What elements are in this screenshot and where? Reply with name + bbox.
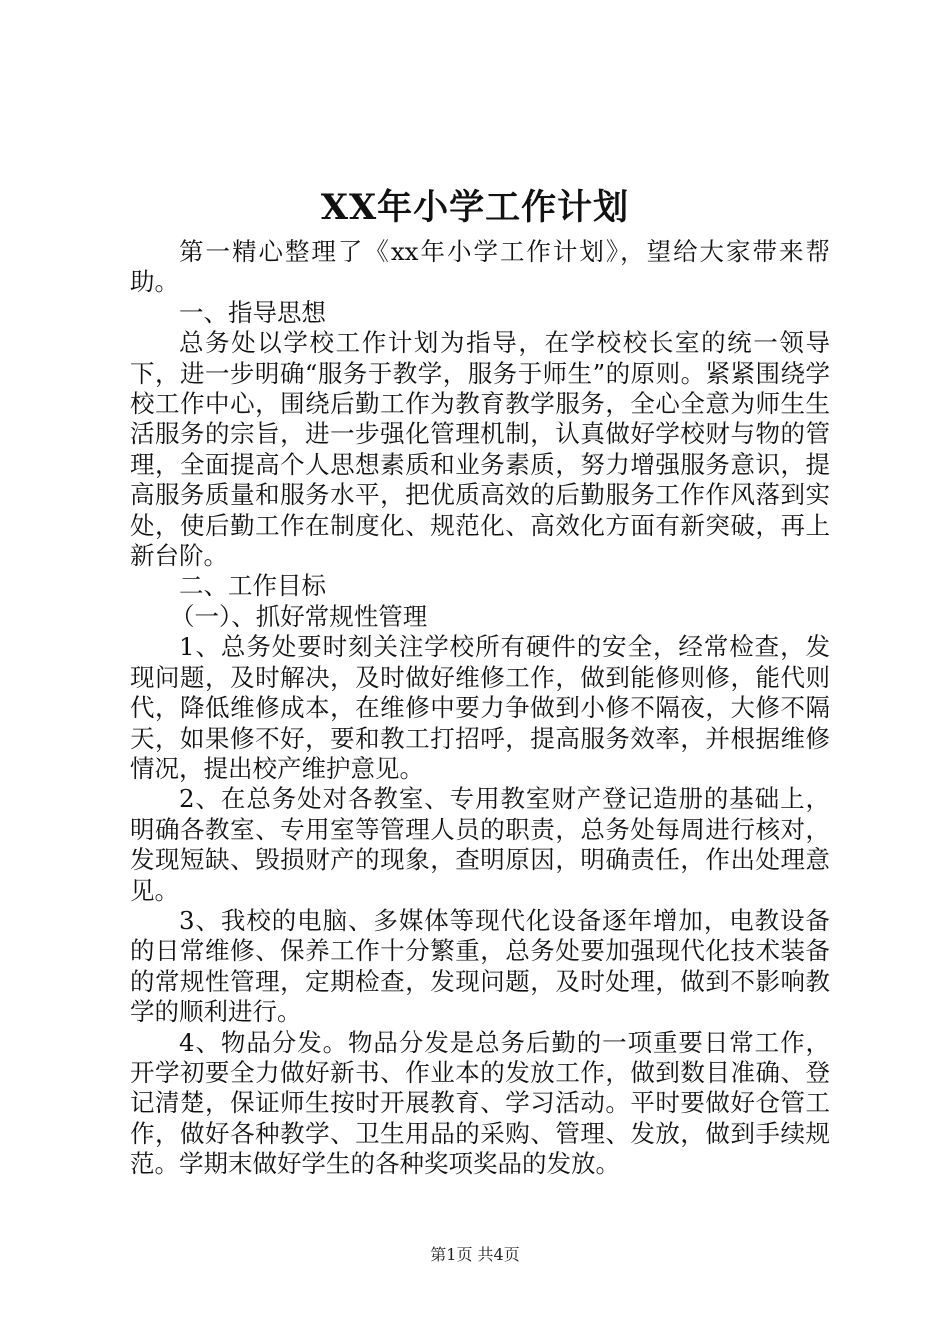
item-paragraph-2: 2、在总务处对各教室、专用教室财产登记造册的基础上，明确各教室、专用室等管理人员的职责，总务处每周进行核对，发现短缺、毁损财产的现象，查明原因，明确责任，作出处理意见。 [130, 784, 830, 905]
section-heading-work-goals: 二、工作目标 [179, 571, 326, 601]
document-body [130, 237, 830, 1180]
document-title: XX年小学工作计划 [320, 187, 630, 228]
item-paragraph-4: 4、物品分发。物品分发是总务后勤的一项重要日常工作，开学初要全力做好新书、作业本的发放工作，做到数目准确、登记清楚，保证师生按时开展教育、学习活动。平时要做好仓管工作，做好各种教学、卫生用品的采购、管理、发放，做到手续规范。学期末做好学生的各种奖项奖品的发放。 [130, 1027, 830, 1179]
item-paragraph-1: 1、总务处要时刻关注学校所有硬件的安全，经常检查，发现问题，及时解决，及时做好维修工作，做到能修则修，能代则代，降低维修成本，在维修中要力争做到小修不隔夜，大修不隔天，如果修不好，要和教工打招呼，提高服务效率，并根据维修情况，提出校产维护意见。 [130, 632, 830, 783]
guiding-ideology-paragraph: 总务处以学校工作计划为指导，在学校校长室的统一领导下，进一步明确“服务于教学，服务于师生”的原则。紧紧围绕学校工作中心，围绕后勤工作为教育教学服务，全心全意为师生生活服务的宗旨，进一步强化管理机制，认真做好学校财与物的管理，全面提高个人思想素质和业务素质，努力增强服务意识，提高服务质量和服务水平，把优质高效的后勤服务工作作风落到实处，使后勤工作在制度化、规范化、高效化方面有新突破，再上新台阶。 [130, 328, 830, 571]
page-number-footer: 第1页 共4页 [430, 1245, 520, 1264]
subsection-heading-routine-management: （一）、抓好常规性管理 [170, 601, 428, 631]
section-heading-guiding-ideology: 一、指导思想 [179, 297, 326, 327]
intro-paragraph: 第一精心整理了《xx年小学工作计划》，望给大家带来帮助。 [130, 237, 830, 297]
item-paragraph-3: 3、我校的电脑、多媒体等现代化设备逐年增加，电教设备的日常维修、保养工作十分繁重，总务处要加强现代化技术装备的常规性管理，定期检查，发现问题，及时处理，做到不影响教学的顺利进行。 [130, 905, 830, 1027]
